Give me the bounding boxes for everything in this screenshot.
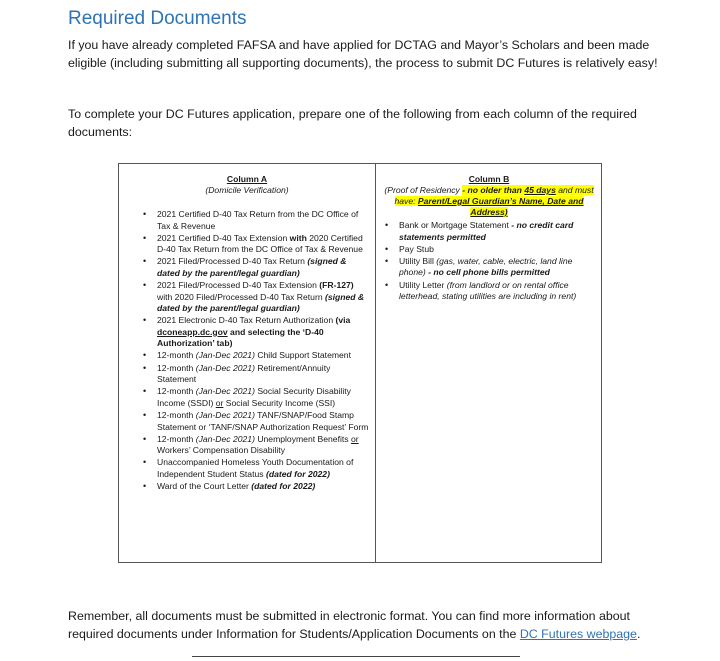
column-b <box>376 164 601 562</box>
text-run: Unemployment Benefits <box>254 433 351 444</box>
text-run: (Jan-Dec 2021) <box>195 362 255 373</box>
list-item <box>157 434 371 457</box>
text-run: (Proof of Residency <box>384 185 463 195</box>
text-run: (from landlord or on rental office letterhead, stating utilities are including in rent) <box>399 279 577 302</box>
column-a <box>119 164 376 562</box>
text-run: 2021 Certified D-40 Tax Extension <box>157 232 290 243</box>
list-item <box>157 233 371 256</box>
text-run: 12-month <box>157 350 196 361</box>
closing-paragraph <box>68 607 668 643</box>
column-b-title: Column B <box>468 174 510 184</box>
text-run: with <box>289 232 307 243</box>
list-item <box>157 457 371 480</box>
text-run: - no cell phone bills permitted <box>425 267 550 278</box>
list-item <box>157 386 371 409</box>
text-run: 12-month <box>157 410 196 420</box>
text-run: 12-month <box>157 386 196 397</box>
text-run: dconeapp.dc.gov <box>157 326 228 337</box>
closing-period: . <box>636 627 641 641</box>
list-item <box>157 280 371 315</box>
text-run: (signed & dated by the parent/legal guardian) <box>157 256 347 278</box>
text-run: 2021 Filed/Processed D-40 Tax Return <box>157 256 308 267</box>
text-run: 12-month <box>157 362 196 373</box>
text-run: Workers’ Compensation Disability <box>157 445 285 456</box>
text-run: (gas, water, cable, electric, land line phone) <box>399 255 573 278</box>
text-run: Ward of the Court Letter <box>157 481 252 492</box>
text-run: and selecting the ‘D-40 Authorization’ tab) <box>157 326 324 349</box>
list-item <box>157 363 371 386</box>
text-run: 2021 Filed/Processed D-40 Tax Extension <box>157 280 320 291</box>
text-run: Retirement/Annuity Statement <box>157 362 331 385</box>
list-item <box>157 315 371 350</box>
text-run: or <box>215 397 224 408</box>
required-documents-table <box>118 163 602 563</box>
instructions-paragraph: To complete your DC Futures application, prepare one of the following from each column of the required documents: <box>68 107 637 139</box>
text-run: Bank or Mortgage Statement <box>399 220 512 230</box>
column-b-subtitle <box>383 185 595 218</box>
text-run: and must have: <box>394 185 594 206</box>
page-title: Required Documents <box>68 8 247 29</box>
closing-text: Remember, all documents must be submitted in electronic format. You can find more information about required documents under Information for Students/Application Documents on the <box>68 609 630 641</box>
text-run: 12-month <box>157 433 196 444</box>
column-b-list <box>383 220 595 303</box>
text-run: Utility Letter <box>399 279 447 290</box>
intro-paragraph: If you have already completed FAFSA and have applied for DCTAG and Mayor’s Scholars and been made eligible (including submitting all supporting documents), the process to submit DC Futures is relatively easy! <box>68 38 658 70</box>
list-item <box>399 280 595 303</box>
text-run: (Jan-Dec 2021) <box>195 433 255 444</box>
text-run: (signed & dated by the parent/legal guardian) <box>157 291 365 314</box>
text-run: 45 days <box>524 185 556 195</box>
text-run: 2020 Certified D-40 Tax Return from the DC Office of Tax & Revenue <box>157 232 363 255</box>
text-run: - no credit card statements permitted <box>399 220 574 242</box>
text-run: 2021 Certified D-40 Tax Return from the DC Office of Tax & Revenue <box>157 209 359 231</box>
text-run: 2021 Electronic D-40 Tax Return Authorization <box>157 315 336 326</box>
list-item <box>399 256 595 279</box>
text-run: Social Security Disability Income (SSDI) <box>157 386 351 408</box>
text-run: TANF/SNAP/Food Stamp Statement or ‘TANF/SNAP Authorization Request’ Form <box>157 410 369 432</box>
list-item <box>157 481 371 493</box>
text-run: or <box>350 433 359 444</box>
list-item <box>157 209 371 232</box>
text-run: Pay Stub <box>399 243 434 254</box>
text-run: Child Support Statement <box>254 350 351 361</box>
list-item <box>399 220 595 243</box>
text-run: Unaccompanied Homeless Youth Documentation of Independent Student Status <box>157 457 354 479</box>
list-item <box>157 350 371 362</box>
text-run: (Jan-Dec 2021) <box>195 350 255 361</box>
column-a-list <box>123 209 371 493</box>
text-run: Parent/Legal Guardian’s Name, Date and Address) <box>417 196 584 217</box>
text-run: (via <box>335 315 351 326</box>
list-item <box>157 256 371 279</box>
dc-futures-link[interactable]: DC Futures webpage <box>519 627 637 641</box>
text-run: with 2020 Filed/Processed D-40 Tax Return <box>157 291 325 302</box>
column-a-subtitle: (Domicile Verification) <box>205 185 289 195</box>
divider <box>192 656 520 657</box>
list-item <box>399 244 595 256</box>
text-run: Utility Bill <box>399 255 437 266</box>
text-run: - no older than <box>462 185 525 195</box>
column-a-title: Column A <box>226 174 268 184</box>
text-run: (Jan-Dec 2021) <box>195 410 255 420</box>
text-run: (dated for 2022) <box>265 468 330 479</box>
text-run: (dated for 2022) <box>251 481 316 492</box>
list-item <box>157 410 371 433</box>
text-run: Social Security Income (SSI) <box>223 397 336 408</box>
text-run: (FR-127) <box>319 280 354 291</box>
text-run: (Jan-Dec 2021) <box>195 386 255 397</box>
